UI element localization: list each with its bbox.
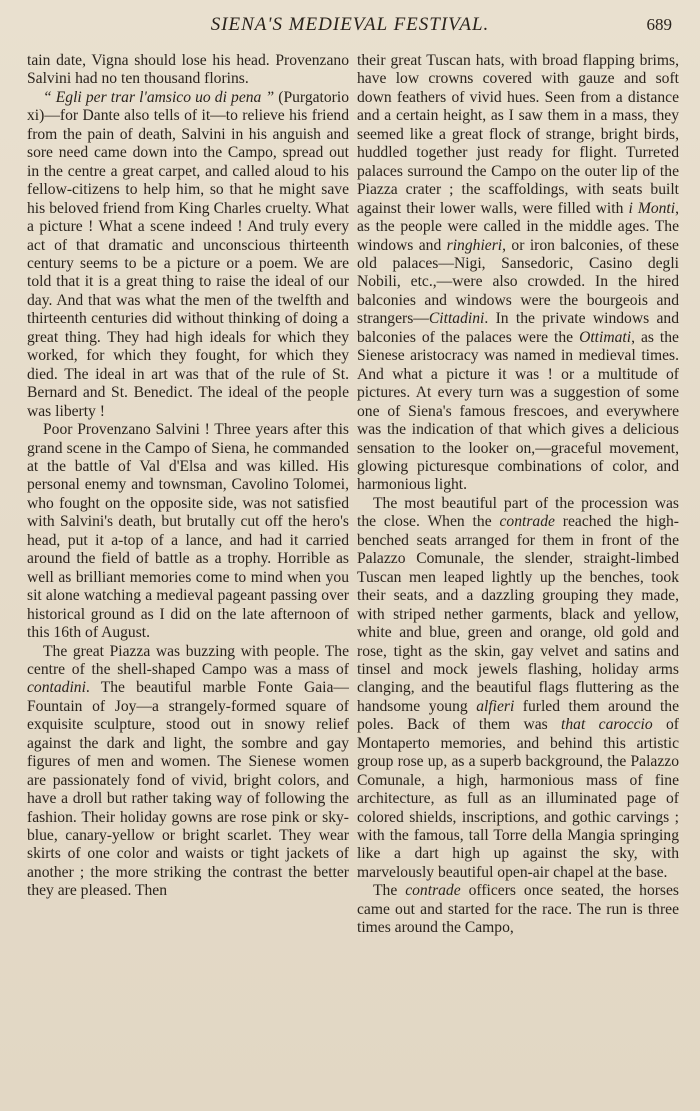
paragraph: The contrade officers once seated, the horses came out and started for the race. The run is three times around the Campo, [357,882,679,937]
paragraph: Poor Provenzano Salvini ! Three years after this grand scene in the Campo of Siena, he commanded at the battle of Val d'Elsa and was killed. His personal enemy and townsman, Cavolino Tolomei, who fought on the opposite side, was not satisfied with Salvini's death, but brutally cut off the hero's head, put it a-top of a lance, and had it carried around the field of battle as a trophy. Horrible as well as brilliant memories come to mind when you sit alone watching a medieval pageant passing over historical ground as I did on the late afternoon of this 16th of August. [27,421,349,642]
page-header [0,14,700,40]
paragraph: their great Tuscan hats, with broad flapping brims, have low crowns covered with gauze and soft down feathers of vivid hues. Seen from a distance and a certain height, as I saw them in a mass, they seemed like a great flock of strange, bright birds, huddled together just ready for flight. Turreted palaces surround the Campo on the outer lip of the Piazza crater ; the scaffoldings, with seats built against their lower walls, were filled with i Monti, as the people were called in the middle ages. The windows and ringhieri, or iron balconies, of these old palaces—Nigi, Sansedoric, Casino degli Nobili, etc.,—were also crowded. In the hired balconies and windows were the bourgeois and strangers—Cittadini. In the private windows and balconies of the palaces were the Ottimati, as the Sienese aristocracy was named in medieval times. And what a picture it was ! or a multitude of pictures. At every turn was a suggestion of some one of Siena's famous frescoes, and everywhere was the indication of that which gives a delicious sensation to the looker on,—graceful movement, glowing picturesque combinations of color, and harmonious light. [357,52,679,494]
running-title: SIENA'S MEDIEVAL FESTIVAL. [210,14,490,35]
page-number: 689 [646,15,672,34]
left-column [27,52,349,1102]
paragraph: tain date, Vigna should lose his head. Provenzano Salvini had no ten thousand florins. [27,52,349,88]
right-column [357,52,679,1102]
paragraph: The most beautiful part of the procession was the close. When the contrade reached the high-benched seats arranged for them in front of the Palazzo Comunale, the slender, straight-limbed Tuscan men leaped lightly up the benches, took their seats, and a dazzling grouping they made, with striped nether garments, black and yellow, white and blue, green and orange, old gold and rose, tight as the skin, gay velvet and satins and tinsel and mock jewels flashing, holiday arms clanging, and the beautiful flags fluttering as the handsome young alfieri furled them around the poles. Back of them was that caroccio of Montaperto memories, and behind this artistic group rose up, as a superb background, the Palazzo Comunale, a high, harmonious mass of fine architecture, as full as an illuminated page of colored shields, inscriptions, and gothic carvings ; with the famous, tall Torre della Mangia springing like a dart high up against the sky, with marvelously beautiful open-air chapel at the base. [357,494,679,881]
paragraph: The great Piazza was buzzing with people. The centre of the shell-shaped Campo was a mass of contadini. The beautiful marble Fonte Gaia—Fountain of Joy—a strangely-formed square of exquisite sculpture, stood out in snowy relief against the dark and light, the sombre and gay figures of men and women. The Sienese women are passionately fond of vivid, bright colors, and have a droll but rather taking way of following the fashion. Their holiday gowns are rose pink or sky-blue, canary-yellow or bright scarlet. They wear skirts of one color and waists or tight jackets of another ; the more striking the contrast the better they are pleased. Then [27,642,349,900]
dante-quote: “ Egli per trar l'amsico uo di pena ” [43,88,275,106]
paragraph: “ Egli per trar l'amsico uo di pena ” (Purgatorio xi)—for Dante also tells of it—to relieve his friend from the pain of death, Salvini in his anguish and sore need came down into the Campo, spread out in the centre a great carpet, and called aloud to his fellow-citizens to help him, so that he might save his beloved friend from King Charles cruelty. What a picture ! What a scene indeed ! And truly every act of that dramatic and unconscious thirteenth century seems to be a picture or a poem. We are told that it is a great thing to raise the ideal of our day. And that was what the men of the twelfth and thirteenth centuries did without thinking of doing a great thing. They had high ideals for which they worked, for which they fought, for which they died. The ideal in art was that of the rule of St. Bernard and St. Benedict. The ideal of the people was liberty ! [27,88,349,420]
